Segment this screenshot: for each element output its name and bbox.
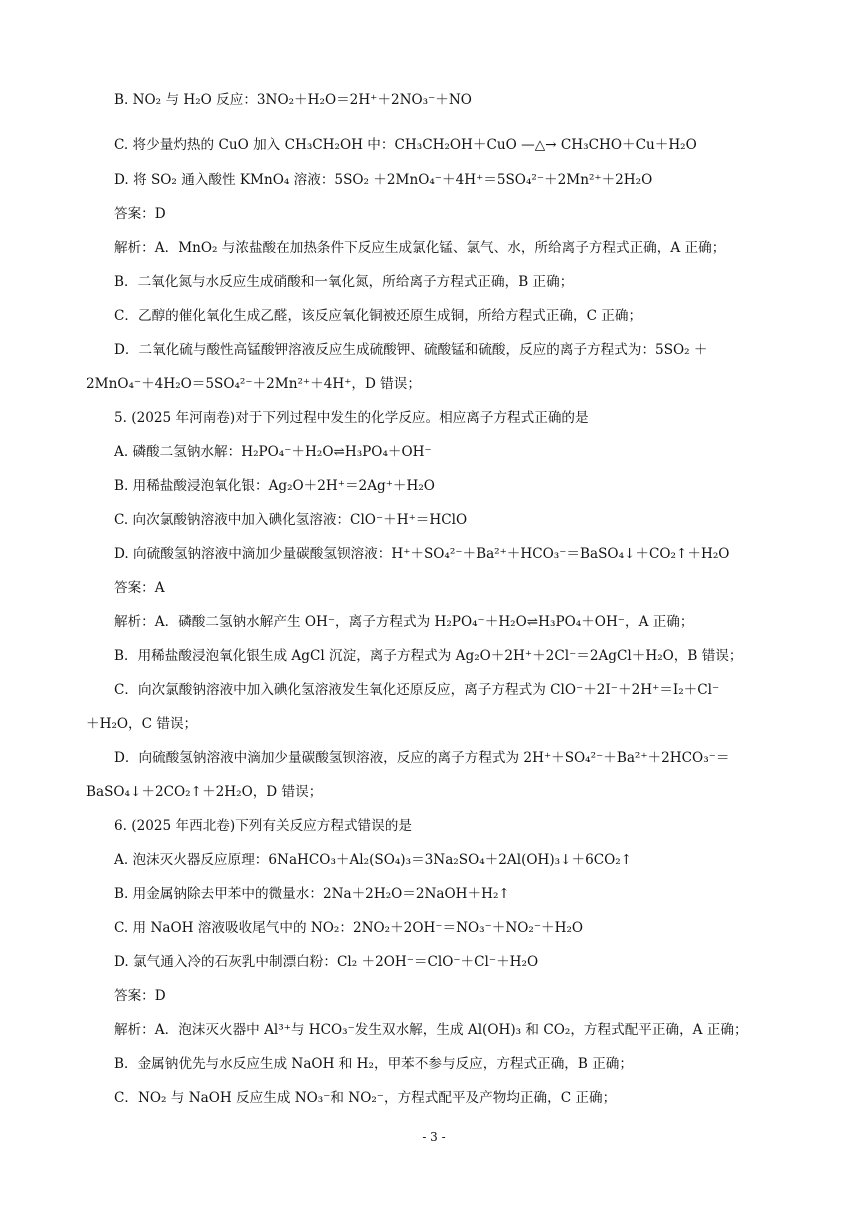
- answer-line: 答案：A: [114, 580, 165, 596]
- analysis-line: B．用稀盐酸浸泡氧化银生成 AgCl 沉淀，离子方程式为 Ag₂O＋2H⁺＋2Cl⁻＝2AgCl＋H₂O，B 错误；: [114, 648, 743, 664]
- question-line: 6. (2025 年西北卷)下列有关反应方程式错误的是: [114, 818, 412, 834]
- option-b-line: B. NO₂ 与 H₂O 反应：3NO₂＋H₂O＝2H⁺＋2NO₃⁻＋NO: [114, 92, 472, 108]
- option-c-line: C. 向次氯酸钠溶液中加入碘化氢溶液：ClO⁻＋H⁺＝HClO: [114, 512, 468, 528]
- analysis-line: B．金属钠优先与水反应生成 NaOH 和 H₂，甲苯不参与反应，方程式正确，B 正确；: [114, 1056, 633, 1072]
- option-b-line: B. 用稀盐酸浸泡氧化银：Ag₂O＋2H⁺＝2Ag⁺＋H₂O: [114, 478, 435, 494]
- analysis-line: C．向次氯酸钠溶液中加入碘化氢溶液发生氧化还原反应，离子方程式为 ClO⁻＋2I⁻＋2H⁺＝I₂＋Cl⁻: [114, 682, 720, 698]
- analysis-line: C．乙醇的催化氧化生成乙醛，该反应氧化铜被还原生成铜，所给方程式正确，C 正确；: [114, 308, 643, 324]
- analysis-line: 2MnO₄⁻＋4H₂O＝5SO₄²⁻＋2Mn²⁺＋4H⁺，D 错误；: [86, 376, 421, 392]
- analysis-line: D．向硫酸氢钠溶液中滴加少量碳酸氢钡溶液，反应的离子方程式为 2H⁺＋SO₄²⁻＋Ba²⁺＋2HCO₃⁻＝: [114, 750, 730, 766]
- analysis-line: 解析：A．磷酸二氢钠水解产生 OH⁻，离子方程式为 H₂PO₄⁻＋H₂O⇌H₃PO₄＋OH⁻，A 正确；: [114, 614, 694, 630]
- option-a-line: A. 磷酸二氢钠水解：H₂PO₄⁻＋H₂O⇌H₃PO₄＋OH⁻: [114, 444, 432, 460]
- page-number: - 3 -: [422, 1130, 446, 1144]
- analysis-line: 解析：A．泡沫灭火器中 Al³⁺与 HCO₃⁻发生双水解，生成 Al(OH)₃ 和 CO₂，方程式配平正确，A 正确；: [114, 1022, 748, 1038]
- option-d-line: D. 将 SO₂ 通入酸性 KMnO₄ 溶液：5SO₂ ＋2MnO₄⁻＋4H⁺＝5SO₄²⁻＋2Mn²⁺＋2H₂O: [114, 172, 653, 188]
- analysis-line: ＋H₂O，C 错误；: [86, 716, 198, 732]
- option-c-line: C. 将少量灼热的 CuO 加入 CH₃CH₂OH 中：CH₃CH₂OH＋CuO —△→ CH₃CHO＋Cu＋H₂O: [114, 137, 697, 153]
- option-b-line: B. 用金属钠除去甲苯中的微量水：2Na＋2H₂O＝2NaOH＋H₂↑: [114, 886, 510, 902]
- option-d-line: D. 向硫酸氢钠溶液中滴加少量碳酸氢钡溶液：H⁺＋SO₄²⁻＋Ba²⁺＋HCO₃⁻＝BaSO₄↓＋CO₂↑＋H₂O: [114, 546, 730, 562]
- analysis-line: B．二氧化氮与水反应生成硝酸和一氧化氮，所给离子方程式正确，B 正确；: [114, 274, 574, 290]
- analysis-line: D．二氧化硫与酸性高锰酸钾溶液反应生成硫酸钾、硫酸锰和硫酸，反应的离子方程式为：5SO₂ ＋: [114, 342, 708, 358]
- answer-line: 答案：D: [114, 206, 166, 222]
- answer-line: 答案：D: [114, 988, 166, 1004]
- analysis-line: 解析：A．MnO₂ 与浓盐酸在加热条件下反应生成氯化锰、氯气、水，所给离子方程式正确，A 正确；: [114, 240, 726, 256]
- option-d-line: D. 氯气通入冷的石灰乳中制漂白粉：Cl₂ ＋2OH⁻＝ClO⁻＋Cl⁻＋H₂O: [114, 954, 539, 970]
- option-c-line: C. 用 NaOH 溶液吸收尾气中的 NO₂：2NO₂＋2OH⁻＝NO₃⁻＋NO₂⁻＋H₂O: [114, 920, 584, 936]
- option-a-line: A. 泡沫灭火器反应原理：6NaHCO₃＋Al₂(SO₄)₃＝3Na₂SO₄＋2Al(OH)₃↓＋6CO₂↑: [114, 852, 633, 868]
- question-line: 5. (2025 年河南卷)对于下列过程中发生的化学反应。相应离子方程式正确的是: [114, 410, 589, 426]
- analysis-line: BaSO₄↓＋2CO₂↑＋2H₂O，D 错误；: [86, 784, 323, 800]
- analysis-line: C．NO₂ 与 NaOH 反应生成 NO₃⁻和 NO₂⁻，方程式配平及产物均正确，C 正确；: [114, 1090, 617, 1106]
